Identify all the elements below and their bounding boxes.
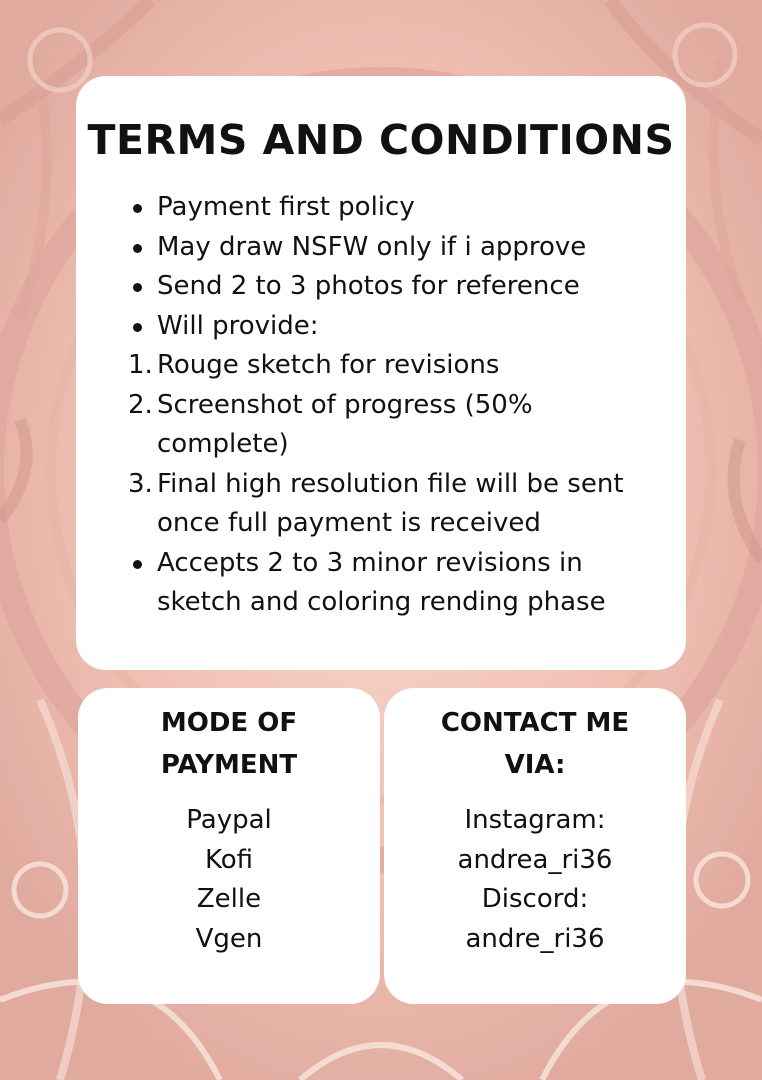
list-number: 1. (128, 350, 153, 380)
terms-item-text: Payment first policy (157, 192, 415, 222)
payment-title-line: MODE OF (160, 708, 298, 738)
payment-method: Paypal (186, 805, 272, 835)
payment-title-line: PAYMENT (160, 750, 298, 780)
terms-item (128, 228, 648, 268)
payment-method: Vgen (195, 923, 263, 954)
payment-method: Kofi (204, 844, 254, 875)
payment-methods (78, 801, 380, 959)
terms-item (128, 267, 648, 307)
terms-item-text: May draw NSFW only if i approve (157, 231, 587, 262)
contact-title-line: CONTACT ME (440, 708, 630, 738)
contact-line: Discord: (481, 884, 589, 914)
contact-line: Instagram: (464, 805, 606, 835)
terms-item-text: once full payment is received (157, 508, 541, 538)
list-number: 3. (128, 468, 153, 499)
contact-title (384, 702, 686, 786)
terms-card (76, 76, 686, 670)
terms-item-text: Final high resolution file will be sent (157, 468, 624, 499)
terms-item-text: Rouge sketch for revisions (157, 350, 500, 380)
payment-method: Zelle (196, 884, 262, 914)
terms-item-text: complete) (157, 429, 289, 459)
terms-list (128, 188, 648, 623)
contact-title-line: VIA: (504, 750, 566, 780)
payment-title (78, 702, 380, 786)
contact-details (384, 801, 686, 959)
terms-item-text: Screenshot of progress (50% (157, 389, 533, 420)
terms-item-text: Send 2 to 3 photos for reference (157, 271, 580, 301)
terms-item-text: Accepts 2 to 3 minor revisions in (157, 547, 583, 578)
terms-item-text: Will provide: (157, 310, 319, 341)
terms-item (128, 188, 648, 228)
terms-title: TERMS AND CONDITIONS (87, 116, 675, 164)
terms-item (128, 465, 648, 544)
contact-line: andre_ri36 (465, 923, 605, 954)
terms-item (128, 544, 648, 623)
terms-item-text: sketch and coloring rending phase (157, 587, 606, 617)
terms-item (128, 386, 648, 465)
terms-item (128, 307, 648, 347)
list-number: 2. (128, 389, 153, 420)
terms-item (128, 346, 648, 386)
contact-line: andrea_ri36 (457, 844, 613, 875)
